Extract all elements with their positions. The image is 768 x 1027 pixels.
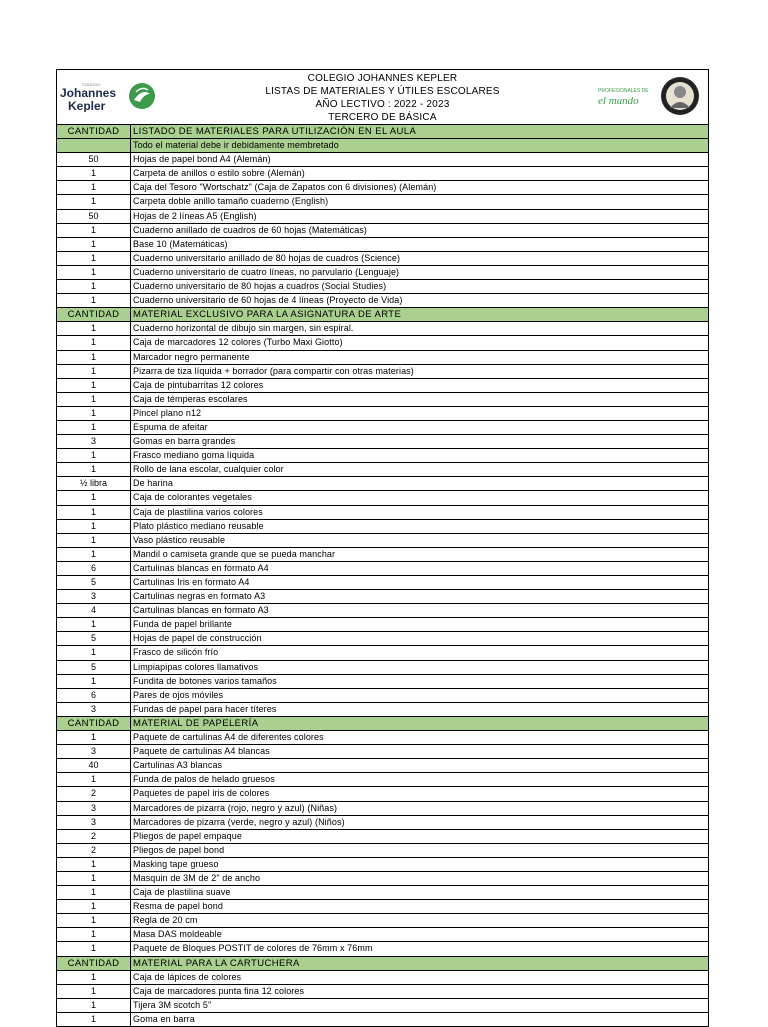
table-row <box>57 745 708 759</box>
table-row <box>57 872 708 886</box>
logo-right-small-text: PROFESIONALES DE <box>598 88 649 94</box>
quantity-cell: 1 <box>57 985 131 998</box>
quantity-cell: 1 <box>57 322 131 335</box>
table-row <box>57 985 708 999</box>
description-cell: Pliegos de papel bond <box>133 844 225 855</box>
description-cell: Caja de colorantes vegetales <box>133 492 252 503</box>
description-cell: Resma de papel bond <box>133 901 223 912</box>
description-cell: Hojas de papel bond A4 (Alemán) <box>133 154 271 165</box>
description-cell: Pincel plano n12 <box>133 407 202 418</box>
quantity-cell: 1 <box>57 266 131 279</box>
profesionales-logo <box>592 74 702 118</box>
quantity-cell: 1 <box>57 900 131 913</box>
table-row <box>57 759 708 773</box>
description-cell: Funda de papel brillante <box>133 619 232 630</box>
table-row <box>57 421 708 435</box>
table-row <box>57 181 708 195</box>
section-qty-header: CANTIDAD <box>57 125 131 138</box>
quantity-cell: 6 <box>57 562 131 575</box>
quantity-cell: 1 <box>57 999 131 1012</box>
table-row <box>57 858 708 872</box>
description-cell: Tijera 3M scotch 5" <box>133 999 212 1010</box>
table-row <box>57 477 708 491</box>
table-row <box>57 393 708 407</box>
description-cell: Cuaderno anillado de cuadros de 60 hojas (Matemáticas) <box>133 224 368 235</box>
table-row <box>57 210 708 224</box>
description-cell: Paquetes de papel iris de colores <box>133 788 270 799</box>
description-cell: Paquete de Bloques POSTIT de colores de 76mm x 76mm <box>133 943 373 954</box>
quantity-cell: 1 <box>57 914 131 927</box>
quantity-cell: 1 <box>57 971 131 984</box>
quantity-cell: 5 <box>57 661 131 674</box>
description-cell: Cuaderno universitario de 60 hojas de 4 líneas (Proyecto de Vida) <box>133 295 403 306</box>
description-cell: Fundita de botones varios tamaños <box>133 675 277 686</box>
description-cell: Gomas en barra grandes <box>133 436 236 447</box>
quantity-cell: 50 <box>57 153 131 166</box>
table-row <box>57 238 708 252</box>
description-cell: Marcadores de pizarra (rojo, negro y azul) (Niñas) <box>133 802 338 813</box>
section-title: LISTADO DE MATERIALES PARA UTILIZACIÓN EN EL AULA <box>133 126 417 137</box>
table-row <box>57 942 708 956</box>
description-cell: Fundas de papel para hacer títeres <box>133 703 277 714</box>
description-cell: Cuaderno universitario de 80 hojas a cuadros (Social Studies) <box>133 281 387 292</box>
quantity-cell: 1 <box>57 181 131 194</box>
quantity-cell: 2 <box>57 844 131 857</box>
table-row <box>57 280 708 294</box>
school-year: AÑO LECTIVO : 2022 - 2023 <box>315 99 450 110</box>
note-qty-cell <box>57 139 131 152</box>
quantity-cell: 6 <box>57 689 131 702</box>
quantity-cell: 3 <box>57 435 131 448</box>
quantity-cell: ½ libra <box>57 477 131 490</box>
description-cell: Caja de témperas escolares <box>133 393 248 404</box>
materials-table <box>57 125 708 1026</box>
quantity-cell: 2 <box>57 830 131 843</box>
table-row <box>57 787 708 801</box>
description-cell: Marcador negro permanente <box>133 351 250 362</box>
quantity-cell: 1 <box>57 336 131 349</box>
table-row <box>57 153 708 167</box>
description-cell: Espuma de afeitar <box>133 421 208 432</box>
logo-text-johannes: Johannes <box>60 86 117 100</box>
quantity-cell: 1 <box>57 252 131 265</box>
description-cell: Caja de plastilina suave <box>133 887 231 898</box>
quantity-cell: 1 <box>57 407 131 420</box>
quantity-cell: 1 <box>57 421 131 434</box>
table-row <box>57 731 708 745</box>
quantity-cell: 1 <box>57 534 131 547</box>
table-row <box>57 534 708 548</box>
table-row <box>57 506 708 520</box>
description-cell: Base 10 (Matemáticas) <box>133 238 228 249</box>
description-cell: Caja de marcadores 12 colores (Turbo Maxi Giotto) <box>133 337 343 348</box>
description-cell: Cartulinas blancas en formato A3 <box>133 605 269 616</box>
description-cell: Hojas de 2 líneas A5 (English) <box>133 210 257 221</box>
description-cell: Cuaderno horizontal de dibujo sin margen, sin espiral. <box>133 323 354 334</box>
table-row <box>57 646 708 660</box>
description-cell: Marcadores de pizarra (verde, negro y azul) (Niños) <box>133 816 345 827</box>
description-cell: Cartulinas Iris en formato A4 <box>133 577 250 587</box>
table-row <box>57 365 708 379</box>
description-cell: Caja de marcadores punta fina 12 colores <box>133 985 305 996</box>
quantity-cell: 1 <box>57 463 131 476</box>
quantity-cell: 1 <box>57 491 131 504</box>
quantity-cell: 1 <box>57 646 131 659</box>
description-cell: Pliegos de papel empaque <box>133 830 242 841</box>
quantity-cell: 1 <box>57 886 131 899</box>
description-cell: Cartulinas negras en formato A3 <box>133 591 266 602</box>
description-cell: Hojas de papel de construcción <box>133 633 262 644</box>
description-cell: Masquin de 3M de 2" de ancho <box>133 872 261 883</box>
logo-small-text: COLEGIO <box>82 82 101 87</box>
table-row <box>57 435 708 449</box>
table-row <box>57 562 708 576</box>
quantity-cell: 1 <box>57 548 131 561</box>
quantity-cell: 3 <box>57 590 131 603</box>
description-cell: Masa DAS moldeable <box>133 929 222 940</box>
quantity-cell: 1 <box>57 167 131 180</box>
quantity-cell: 1 <box>57 928 131 941</box>
table-row <box>57 590 708 604</box>
quantity-cell: 1 <box>57 520 131 533</box>
description-cell: Caja de pintubarritas 12 colores <box>133 379 264 390</box>
section-qty-header: CANTIDAD <box>57 717 131 730</box>
table-row <box>57 224 708 238</box>
section-title: MATERIAL DE PAPELERÍA <box>133 717 259 729</box>
section-qty-header: CANTIDAD <box>57 308 131 321</box>
table-row <box>57 379 708 393</box>
quantity-cell: 1 <box>57 872 131 885</box>
quantity-cell: 3 <box>57 816 131 829</box>
section-header-row <box>57 308 708 322</box>
table-row <box>57 167 708 181</box>
section-header-row <box>57 125 708 139</box>
quantity-cell: 3 <box>57 745 131 758</box>
quantity-cell: 3 <box>57 703 131 716</box>
description-cell: Carpeta doble anillo tamaño cuaderno (English) <box>133 196 329 207</box>
quantity-cell: 1 <box>57 224 131 237</box>
quantity-cell: 40 <box>57 759 131 772</box>
quantity-cell: 5 <box>57 576 131 589</box>
table-row <box>57 336 708 350</box>
quantity-cell: 2 <box>57 787 131 800</box>
quantity-cell: 1 <box>57 618 131 631</box>
description-cell: Plato plástico mediano reusable <box>133 520 264 531</box>
section-note-row <box>57 139 708 153</box>
sheet-header <box>57 70 708 125</box>
quantity-cell: 1 <box>57 280 131 293</box>
section-qty-header: CANTIDAD <box>57 957 131 970</box>
description-cell: Pizarra de tiza líquida + borrador (para compartir con otras materias) <box>133 365 414 376</box>
description-cell: Masking tape grueso <box>133 858 219 869</box>
description-cell: Cuaderno universitario de cuatro líneas, no parvulario (Lenguaje) <box>133 266 400 277</box>
table-row <box>57 928 708 942</box>
quantity-cell: 1 <box>57 942 131 955</box>
description-cell: Cartulinas blancas en formato A4 <box>133 562 269 573</box>
description-cell: Paquete de cartulinas A4 blancas <box>133 746 270 757</box>
table-row <box>57 661 708 675</box>
quantity-cell: 1 <box>57 506 131 519</box>
description-cell: De harina <box>133 478 173 489</box>
table-row <box>57 773 708 787</box>
description-cell: Caja del Tesoro "Wortschatz" (Caja de Zapatos con 6 divisiones) (Alemán) <box>133 182 437 193</box>
section-header-row <box>57 957 708 971</box>
table-row <box>57 999 708 1013</box>
table-row <box>57 816 708 830</box>
quantity-cell: 50 <box>57 210 131 223</box>
table-row <box>57 252 708 266</box>
section-header-row <box>57 717 708 731</box>
school-name: COLEGIO JOHANNES KEPLER <box>307 73 458 84</box>
table-row <box>57 900 708 914</box>
description-cell: Vaso plástico reusable <box>133 534 226 545</box>
quantity-cell: 1 <box>57 773 131 786</box>
table-row <box>57 632 708 646</box>
logo-right-text: el mundo <box>598 95 639 107</box>
table-row <box>57 689 708 703</box>
description-cell: Frasco mediano goma líquida <box>133 450 255 461</box>
table-row <box>57 971 708 985</box>
quantity-cell: 4 <box>57 604 131 617</box>
logo-text-kepler: Kepler <box>68 99 106 112</box>
table-row <box>57 914 708 928</box>
list-title: LISTAS DE MATERIALES Y ÚTILES ESCOLARES <box>265 86 500 97</box>
quantity-cell: 1 <box>57 238 131 251</box>
table-row <box>57 675 708 689</box>
section-title: MATERIAL PARA LA CARTUCHERA <box>133 957 300 969</box>
quantity-cell: 1 <box>57 351 131 364</box>
quantity-cell: 1 <box>57 379 131 392</box>
table-row <box>57 322 708 336</box>
description-cell: Frasco de silicón frío <box>133 647 219 658</box>
table-row <box>57 844 708 858</box>
quantity-cell: 1 <box>57 449 131 462</box>
description-cell: Mandil o camiseta grande que se pueda manchar <box>133 548 336 559</box>
quantity-cell: 1 <box>57 294 131 307</box>
table-row <box>57 576 708 590</box>
description-cell: Regla de 20 cm <box>133 915 198 926</box>
quantity-cell: 1 <box>57 393 131 406</box>
table-row <box>57 449 708 463</box>
section-title: MATERIAL EXCLUSIVO PARA LA ASIGNATURA DE ARTE <box>133 309 402 321</box>
description-cell: Funda de palos de helado gruesos <box>133 774 275 785</box>
quantity-cell: 1 <box>57 731 131 744</box>
description-cell: Cuaderno universitario anillado de 80 hojas de cuadros (Science) <box>133 252 401 263</box>
table-row <box>57 604 708 618</box>
quantity-cell: 1 <box>57 675 131 688</box>
description-cell: Cartulinas A3 blancas <box>133 760 223 771</box>
table-row <box>57 703 708 717</box>
table-row <box>57 407 708 421</box>
table-row <box>57 266 708 280</box>
quantity-cell: 5 <box>57 632 131 645</box>
quantity-cell: 1 <box>57 195 131 208</box>
table-row <box>57 1013 708 1026</box>
quantity-cell: 1 <box>57 858 131 871</box>
table-row <box>57 802 708 816</box>
table-row <box>57 294 708 308</box>
table-row <box>57 548 708 562</box>
description-cell: Carpeta de anillos o estilo sobre (Alemán) <box>133 168 305 179</box>
table-row <box>57 520 708 534</box>
description-cell: Rollo de lana escolar, cualquier color <box>133 464 284 475</box>
description-cell: Goma en barra <box>133 1013 195 1024</box>
supply-list-sheet <box>56 69 709 1027</box>
description-cell: Caja de lápices de colores <box>133 971 242 982</box>
table-row <box>57 886 708 900</box>
section-note: Todo el material debe ir debidamente membretado <box>133 140 339 151</box>
table-row <box>57 351 708 365</box>
quantity-cell: 1 <box>57 365 131 378</box>
quantity-cell: 1 <box>57 1013 131 1026</box>
description-cell: Paquete de cartulinas A4 de diferentes colores <box>133 732 324 743</box>
description-cell: Caja de plastilina varios colores <box>133 506 263 517</box>
table-row <box>57 195 708 209</box>
table-row <box>57 491 708 505</box>
table-row <box>57 830 708 844</box>
quantity-cell: 3 <box>57 802 131 815</box>
description-cell: Pares de ojos móviles <box>133 689 224 700</box>
table-row <box>57 618 708 632</box>
description-cell: Limpiapipas colores llamativos <box>133 661 259 672</box>
table-row <box>57 463 708 477</box>
grade-level: TERCERO DE BÁSICA <box>328 112 437 123</box>
